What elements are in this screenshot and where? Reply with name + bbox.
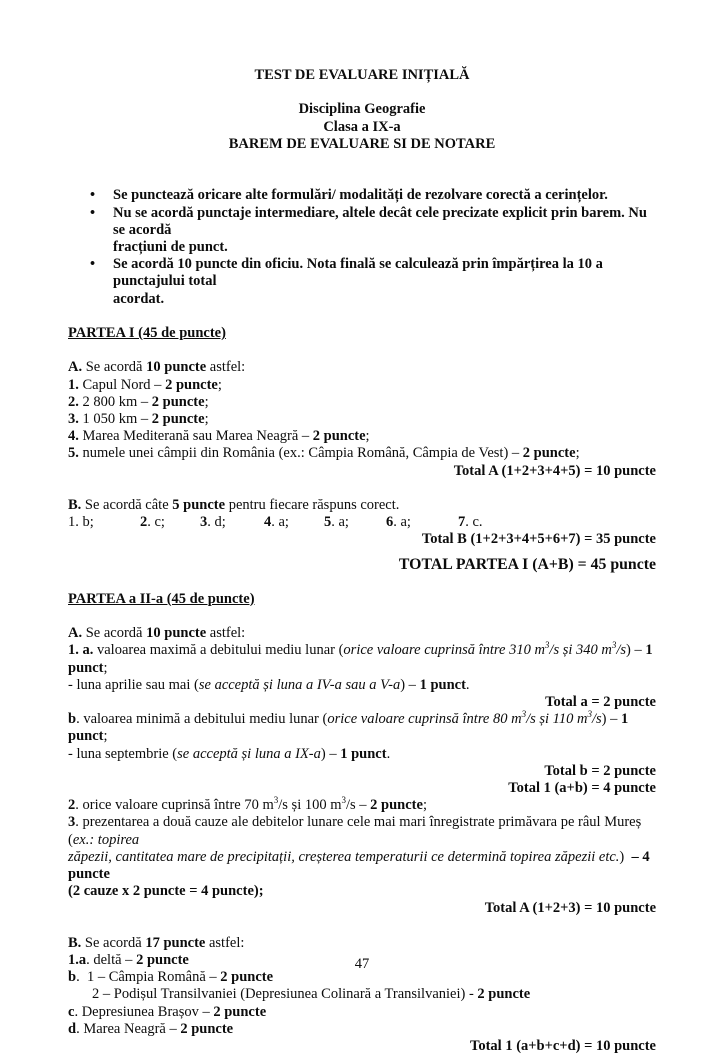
subtitle-barem bbox=[68, 136, 656, 153]
bullet-item-2 bbox=[68, 205, 656, 239]
text-segment: - luna aprilie sau mai ( bbox=[68, 676, 199, 693]
text-segment: ) – bbox=[400, 676, 420, 693]
text-segment: A. bbox=[68, 359, 83, 376]
text-segment: 6 bbox=[386, 514, 394, 531]
text-segment: zăpezii, cantitatea mare de precipitații, creșterea temperaturii ce determină topirea zăpezii etc. bbox=[68, 848, 620, 865]
text-segment: . a; bbox=[271, 514, 289, 531]
text-segment: c bbox=[68, 1003, 75, 1020]
text-segment: ; bbox=[365, 428, 370, 445]
text-segment: Total B (1+2+3+4+5+6+7) = 35 puncte bbox=[421, 531, 656, 548]
text-segment: 3 bbox=[341, 795, 346, 806]
text-segment: Nu se acordă punctaje intermediare, altele decât cele precizate explicit prin barem. Nu se acordă bbox=[113, 204, 651, 238]
text-segment: . prezentarea a două cauze ale debitelor lunare cele mai mari înregistrate primăvara pe râul Mureș ( bbox=[68, 814, 645, 848]
part2-total-a bbox=[68, 900, 656, 917]
text-segment: 2 800 km – bbox=[78, 393, 152, 410]
text-segment: 3 bbox=[587, 709, 592, 720]
text-segment: Total 1 (a+b+c+d) = 10 puncte bbox=[470, 1038, 656, 1055]
text-segment: numele unei câmpii din România (ex.: Câmpia Română, Câmpia de Vest) – bbox=[78, 445, 523, 462]
part2-a-item-2 bbox=[68, 797, 656, 814]
answer-cell bbox=[458, 514, 483, 531]
text-segment: Disciplina Geografie bbox=[298, 101, 426, 118]
part1-total-a bbox=[68, 463, 656, 480]
text-segment: 2. bbox=[68, 393, 79, 410]
text-segment: . d; bbox=[207, 514, 226, 531]
text-segment: . orice valoare cuprinsă între 70 m bbox=[75, 797, 274, 814]
text-segment: - luna septembrie ( bbox=[68, 745, 178, 762]
text-segment: 10 puncte bbox=[146, 625, 207, 642]
text-segment: . a; bbox=[331, 514, 349, 531]
page-number: 47 bbox=[354, 956, 370, 972]
text-segment: 5. bbox=[68, 445, 79, 462]
text-segment: se acceptă și luna a IX-a bbox=[177, 745, 321, 762]
text-segment: valoarea maximă a debitului mediu lunar ( bbox=[93, 642, 344, 659]
text-segment: Total a = 2 puncte bbox=[545, 693, 656, 710]
text-segment: orice valoare cuprinsă între 80 m bbox=[327, 711, 522, 728]
bullet-item-2-cont bbox=[68, 239, 656, 256]
part2-total-a-small bbox=[68, 694, 656, 711]
text-segment: 1.a bbox=[68, 952, 87, 969]
part2-total-1 bbox=[68, 780, 656, 797]
text-segment: Se acordă câte bbox=[81, 496, 173, 513]
part2-a-item-1a-month bbox=[68, 677, 656, 694]
part1-b-answers bbox=[68, 514, 656, 531]
bullet-item-3-cont bbox=[68, 291, 656, 308]
text-segment: TOTAL PARTEA I (A+B) = 45 puncte bbox=[398, 555, 656, 573]
answer-cell bbox=[140, 514, 200, 531]
answer-cell bbox=[200, 514, 264, 531]
text-segment: . b; bbox=[75, 514, 94, 531]
bullet-item-1 bbox=[68, 187, 656, 204]
text-segment: 2 puncte bbox=[312, 428, 366, 445]
answer-cell bbox=[324, 514, 386, 531]
text-segment: /s bbox=[591, 711, 602, 728]
text-segment: ) – bbox=[626, 642, 646, 659]
text-segment: 4. bbox=[68, 428, 79, 445]
text-segment: astfel: bbox=[206, 359, 246, 376]
text-segment: 3. bbox=[68, 410, 79, 427]
text-segment: 3 bbox=[611, 640, 617, 651]
text-segment: Total 1 (a+b) = 4 puncte bbox=[508, 780, 656, 796]
text-segment: . c. bbox=[465, 514, 483, 531]
text-segment: 1 punct bbox=[419, 676, 466, 693]
part2-a-item-3-line2 bbox=[68, 849, 656, 883]
blank-line bbox=[68, 153, 656, 170]
text-segment: acordat. bbox=[113, 290, 165, 307]
part2-a-item-1b bbox=[68, 711, 656, 745]
text-segment: 1. bbox=[68, 376, 79, 393]
text-segment: 2 bbox=[68, 797, 76, 814]
text-segment: ) – bbox=[601, 711, 621, 728]
text-segment: ; bbox=[103, 659, 108, 676]
text-segment: 7 bbox=[458, 514, 466, 531]
text-segment: 3 bbox=[68, 814, 76, 831]
text-segment: Se punctează oricare alte formulări/ modalități de rezolvare corectă a cerințelor. bbox=[113, 187, 608, 204]
text-segment: – 4 puncte bbox=[68, 848, 654, 883]
text-segment: Total A (1+2+3) = 10 puncte bbox=[484, 900, 656, 917]
text-segment: 1. a. bbox=[68, 642, 94, 659]
text-segment: 5 puncte bbox=[172, 496, 226, 513]
text-segment: astfel: bbox=[205, 934, 245, 951]
doc-title bbox=[68, 67, 656, 84]
text-segment: ; bbox=[103, 728, 108, 745]
text-segment: ex.: topirea bbox=[72, 831, 140, 848]
text-segment: 3 bbox=[544, 640, 550, 651]
blank-line bbox=[68, 308, 656, 325]
blank-line bbox=[68, 918, 656, 935]
text-segment: 2 puncte bbox=[213, 1003, 267, 1020]
blank-line bbox=[68, 84, 656, 101]
text-segment: Se acordă bbox=[81, 934, 146, 951]
text-segment: . Marea Neagră – bbox=[76, 1020, 181, 1037]
text-segment: . Depresiunea Brașov – bbox=[74, 1003, 214, 1020]
text-segment: 2 puncte bbox=[180, 1020, 234, 1037]
text-segment: A. bbox=[68, 625, 83, 642]
text-segment: 2 puncte bbox=[220, 969, 274, 986]
text-segment: Clasa a IX-a bbox=[323, 118, 401, 135]
part2-a-item-1b-month bbox=[68, 746, 656, 763]
part1-a-item-1 bbox=[68, 377, 656, 394]
text-segment: 5 bbox=[324, 514, 332, 531]
text-segment: . a; bbox=[393, 514, 411, 531]
text-segment: se acceptă și luna a IV-a sau a V-a bbox=[198, 676, 401, 693]
text-segment: 2 puncte bbox=[370, 797, 423, 814]
text-segment: /s – bbox=[346, 797, 371, 814]
part1-b-intro bbox=[68, 497, 656, 514]
text-segment: Se acordă bbox=[82, 625, 147, 642]
text-segment: Capul Nord – bbox=[78, 376, 166, 393]
text-segment: Marea Mediterană sau Marea Neagră – bbox=[78, 428, 313, 445]
text-segment: . deltă – bbox=[86, 952, 137, 969]
text-segment: TEST DE EVALUARE INIȚIALĂ bbox=[254, 67, 470, 83]
text-segment: ; bbox=[258, 883, 264, 900]
text-segment: 2 puncte bbox=[522, 445, 576, 462]
blank-line bbox=[68, 480, 656, 497]
part2-a-intro bbox=[68, 625, 656, 642]
text-segment: ; bbox=[217, 376, 222, 393]
bullet-icon: • bbox=[90, 204, 96, 221]
text-segment: 2 bbox=[140, 514, 148, 531]
text-segment: 1 bbox=[68, 514, 76, 531]
part2-b-intro bbox=[68, 935, 656, 952]
text-segment: fracțiuni de punct. bbox=[113, 238, 228, 255]
text-segment: 10 puncte bbox=[146, 359, 207, 376]
subtitle-discipline bbox=[68, 101, 656, 118]
text-segment: 3 bbox=[521, 709, 527, 720]
part2-a-item-1a bbox=[68, 642, 656, 676]
blank-line bbox=[68, 608, 656, 625]
text-segment: . 1 – Câmpia Română – bbox=[76, 969, 221, 986]
text-segment: PARTEA I (45 de puncte) bbox=[68, 324, 226, 341]
answer-cell bbox=[386, 514, 458, 531]
part1-a-item-5 bbox=[68, 445, 656, 462]
text-segment: 1 punct bbox=[340, 745, 387, 762]
part1-total-b bbox=[68, 531, 656, 548]
text-segment: 2 puncte bbox=[151, 393, 205, 410]
part1-a-item-2 bbox=[68, 394, 656, 411]
text-segment: ; bbox=[575, 445, 580, 462]
text-segment: orice valoare cuprinsă între 310 m bbox=[343, 642, 545, 659]
text-segment: BAREM DE EVALUARE SI DE NOTARE bbox=[228, 135, 496, 152]
bullet-item-3 bbox=[68, 256, 656, 290]
text-segment: ) – bbox=[320, 745, 341, 762]
blank-line bbox=[68, 574, 656, 591]
text-segment: B. bbox=[68, 934, 82, 951]
text-segment: 2 – Podișul Transilvaniei (Depresiunea Colinară a Transilvaniei) - bbox=[92, 986, 478, 1003]
bullet-icon: • bbox=[90, 256, 96, 273]
part2-total-b-small bbox=[68, 763, 656, 780]
text-segment: /s și 340 m bbox=[549, 642, 612, 659]
text-segment: pentru fiecare răspuns corect. bbox=[225, 496, 400, 513]
text-segment: 1 punct bbox=[68, 642, 657, 676]
text-segment: d bbox=[68, 1020, 77, 1037]
text-segment: . bbox=[386, 745, 391, 762]
part2-a-item-3-line3 bbox=[68, 883, 656, 900]
text-segment: ; bbox=[204, 393, 209, 410]
document-body bbox=[68, 67, 656, 1055]
text-segment: 2 puncte bbox=[151, 410, 205, 427]
blank-line bbox=[68, 170, 656, 187]
text-segment: 1 050 km – bbox=[78, 410, 152, 427]
text-segment: /s și 110 m bbox=[526, 711, 588, 728]
answer-cell bbox=[68, 514, 140, 531]
text-segment: Total A (1+2+3+4+5) = 10 puncte bbox=[453, 462, 656, 479]
blank-line bbox=[68, 342, 656, 359]
subtitle-class bbox=[68, 119, 656, 136]
text-segment: b bbox=[68, 711, 77, 728]
text-segment: 17 puncte bbox=[145, 934, 206, 951]
text-segment: . c; bbox=[147, 514, 165, 531]
text-segment: Total b = 2 puncte bbox=[544, 762, 656, 779]
text-segment: B. bbox=[68, 496, 82, 513]
text-segment: 2 puncte bbox=[136, 952, 189, 969]
text-segment: ; bbox=[204, 410, 209, 427]
part1-a-item-4 bbox=[68, 428, 656, 445]
text-segment: . bbox=[465, 676, 470, 693]
part1-heading bbox=[68, 325, 656, 342]
text-segment: /s bbox=[616, 642, 627, 659]
answer-cell bbox=[264, 514, 324, 531]
text-segment: ; bbox=[422, 797, 427, 814]
text-segment: ) bbox=[619, 848, 632, 865]
text-segment: astfel: bbox=[206, 625, 246, 642]
text-segment: PARTEA a II-a (45 de puncte) bbox=[68, 590, 255, 607]
part1-a-item-3 bbox=[68, 411, 656, 428]
text-segment: 2 puncte bbox=[165, 376, 218, 393]
part2-b-item-1c bbox=[68, 1004, 656, 1021]
part2-b-item-1d bbox=[68, 1021, 656, 1038]
part2-b-total-1 bbox=[68, 1038, 656, 1055]
text-segment: 4 bbox=[264, 514, 272, 531]
part1-a-intro bbox=[68, 359, 656, 376]
text-segment: . valoarea minimă a debitului mediu lunar ( bbox=[76, 711, 328, 728]
part1-total bbox=[68, 555, 656, 574]
text-segment: /s și 100 m bbox=[278, 797, 342, 814]
text-segment: Se acordă bbox=[82, 359, 147, 376]
text-segment: (2 cauze x 2 puncte = 4 puncte) bbox=[68, 883, 259, 900]
part2-b-item-1b2 bbox=[68, 986, 656, 1003]
text-segment: 2 puncte bbox=[477, 986, 531, 1003]
text-segment: 1 punct bbox=[68, 711, 632, 745]
text-segment: 3 bbox=[273, 795, 279, 806]
text-segment: Se acordă 10 puncte din oficiu. Nota finală se calculează prin împărțirea la 10 a punctajului total bbox=[113, 256, 607, 290]
part2-heading bbox=[68, 591, 656, 608]
part2-a-item-3-line1 bbox=[68, 814, 656, 848]
text-segment: b bbox=[68, 969, 77, 986]
text-segment: 3 bbox=[200, 514, 208, 531]
bullet-icon: • bbox=[90, 187, 96, 204]
